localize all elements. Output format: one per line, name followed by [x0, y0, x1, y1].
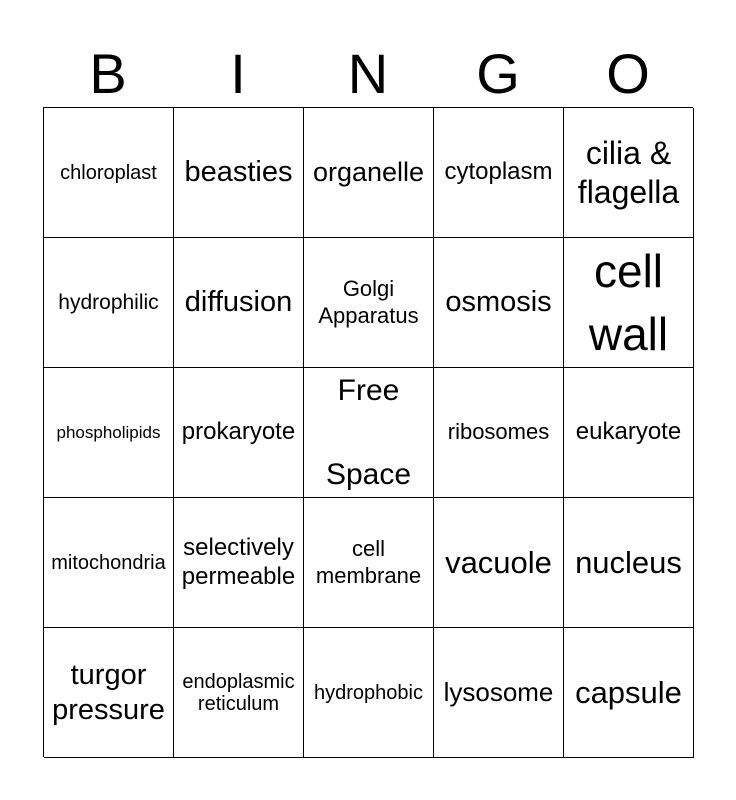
- cell-text: lysosome: [443, 676, 554, 707]
- bingo-cell[interactable]: [304, 108, 434, 238]
- header-letter-n: N: [347, 42, 389, 105]
- bingo-cell[interactable]: [434, 238, 564, 368]
- cell-text: hydrophilic: [58, 290, 159, 314]
- bingo-cell[interactable]: [44, 368, 174, 498]
- bingo-cell[interactable]: [174, 368, 304, 498]
- header-letter-o: O: [606, 42, 650, 105]
- bingo-cell[interactable]: [564, 238, 694, 368]
- bingo-cell[interactable]: [304, 498, 434, 628]
- cell-text: capsule: [575, 674, 682, 710]
- cell-text: Golgi Apparatus: [318, 276, 419, 328]
- bingo-cell[interactable]: [44, 238, 174, 368]
- bingo-cell[interactable]: [564, 628, 694, 758]
- header-letter-g: G: [476, 42, 520, 105]
- cell-text: vacuole: [445, 544, 552, 580]
- bingo-cell[interactable]: [434, 108, 564, 238]
- cell-text: diffusion: [184, 286, 293, 319]
- cell-text: beasties: [184, 156, 293, 189]
- cell-text: mitochondria: [51, 551, 166, 574]
- bingo-cell[interactable]: [174, 498, 304, 628]
- bingo-cell[interactable]: [564, 108, 694, 238]
- free-space-text: Free Space: [325, 373, 412, 491]
- bingo-cell[interactable]: [44, 498, 174, 628]
- cell-text: cilia & flagella: [577, 135, 680, 210]
- bingo-cell[interactable]: [44, 628, 174, 758]
- bingo-cell[interactable]: [174, 238, 304, 368]
- bingo-cell[interactable]: [434, 628, 564, 758]
- bingo-cell[interactable]: [564, 498, 694, 628]
- cell-text: organelle: [312, 157, 425, 188]
- bingo-cell[interactable]: [564, 368, 694, 498]
- cell-text: selectively permeable: [181, 533, 296, 590]
- cell-text: nucleus: [575, 544, 682, 580]
- header-letter-i: I: [230, 42, 246, 105]
- header-letter-b: B: [89, 42, 127, 105]
- bingo-board: [43, 107, 693, 757]
- cell-text: turgor pressure: [52, 658, 165, 726]
- cell-text: osmosis: [445, 286, 552, 319]
- bingo-header: [43, 42, 693, 106]
- bingo-cell[interactable]: [434, 498, 564, 628]
- bingo-cell[interactable]: [44, 108, 174, 238]
- free-space-cell[interactable]: [304, 368, 434, 498]
- bingo-cell[interactable]: [174, 628, 304, 758]
- bingo-cell[interactable]: [304, 628, 434, 758]
- cell-text: prokaryote: [181, 418, 296, 446]
- cell-text: chloroplast: [60, 161, 157, 184]
- cell-text: cell membrane: [315, 536, 422, 588]
- cell-text: endoplasmic reticulum: [182, 670, 295, 715]
- cell-text: ribosomes: [447, 419, 550, 445]
- cell-text: eukaryote: [575, 418, 682, 446]
- cell-text: phospholipids: [56, 422, 161, 442]
- bingo-cell[interactable]: [304, 238, 434, 368]
- bingo-cell[interactable]: [434, 368, 564, 498]
- bingo-cell[interactable]: [174, 108, 304, 238]
- cell-text: cytoplasm: [444, 158, 553, 186]
- cell-text: hydrophobic: [314, 681, 423, 704]
- cell-text: cell wall: [588, 245, 669, 360]
